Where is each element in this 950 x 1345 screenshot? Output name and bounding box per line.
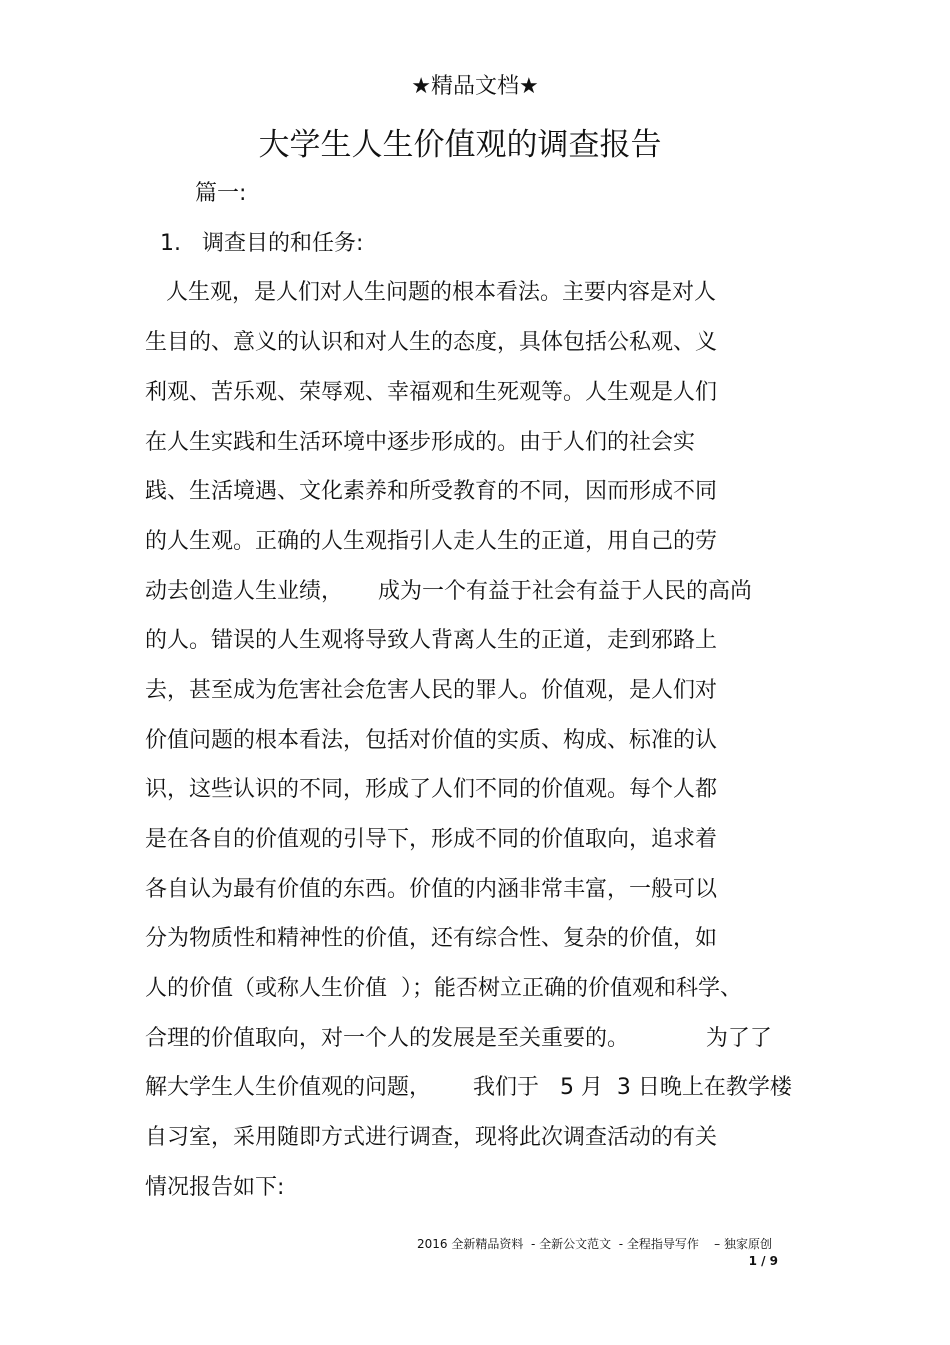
section-heading: 1. 调查目的和任务:	[160, 231, 364, 256]
paragraph-line: 的人。错误的人生观将导致人背离人生的正道，走到邪路上	[145, 628, 718, 653]
paragraph-line: 人生观，是人们对人生问题的根本看法。主要内容是对人	[166, 280, 717, 305]
paragraph-line: 的人生观。正确的人生观指引人走人生的正道，用自己的劳	[145, 529, 718, 554]
paragraph-line: 合理的价值取向，对一个人的发展是至关重要的。 为了了	[145, 1026, 772, 1051]
paragraph-line: 是在各自的价值观的引导下，形成不同的价值取向，追求着	[145, 827, 718, 852]
paragraph-line: 情况报告如下:	[145, 1175, 285, 1200]
paragraph-line: 价值问题的根本看法，包括对价值的实质、构成、标准的认	[145, 728, 718, 753]
paragraph-line: 识，这些认识的不同，形成了人们不同的价值观。每个人都	[145, 777, 718, 802]
section-label: 篇一:	[195, 181, 247, 206]
paragraph-line: 去，甚至成为危害社会危害人民的罪人。价值观，是人们对	[145, 678, 718, 703]
header-mark: ★精品文档★	[411, 74, 539, 99]
paragraph-line: 生目的、意义的认识和对人生的态度，具体包括公私观、义	[145, 330, 718, 355]
paragraph-line: 解大学生人生价值观的问题， 我们于 5 月 3 日晚上在教学楼	[145, 1075, 792, 1100]
paragraph-line: 人的价值（或称人生价值 ）；能否树立正确的价值观和科学、	[145, 976, 742, 1001]
footer-text: 2016 全新精品资料 - 全新公文范文 - 全程指导写作 – 独家原创	[417, 1237, 772, 1251]
paragraph-line: 在人生实践和生活环境中逐步形成的。由于人们的社会实	[145, 430, 696, 455]
paragraph-line: 利观、苦乐观、荣辱观、幸福观和生死观等。人生观是人们	[145, 380, 718, 405]
paragraph-line: 践、生活境遇、文化素养和所受教育的不同，因而形成不同	[145, 479, 718, 504]
paragraph-line: 各自认为最有价值的东西。价值的内涵非常丰富，一般可以	[145, 877, 718, 902]
paragraph-line: 分为物质性和精神性的价值，还有综合性、复杂的价值，如	[145, 926, 718, 951]
document-title: 大学生人生价值观的调查报告	[258, 127, 662, 163]
page-number: 1 / 9	[748, 1254, 778, 1268]
paragraph-line: 动去创造人生业绩， 成为一个有益于社会有益于人民的高尚	[145, 579, 752, 604]
paragraph-line: 自习室，采用随即方式进行调查，现将此次调查活动的有关	[145, 1125, 718, 1150]
